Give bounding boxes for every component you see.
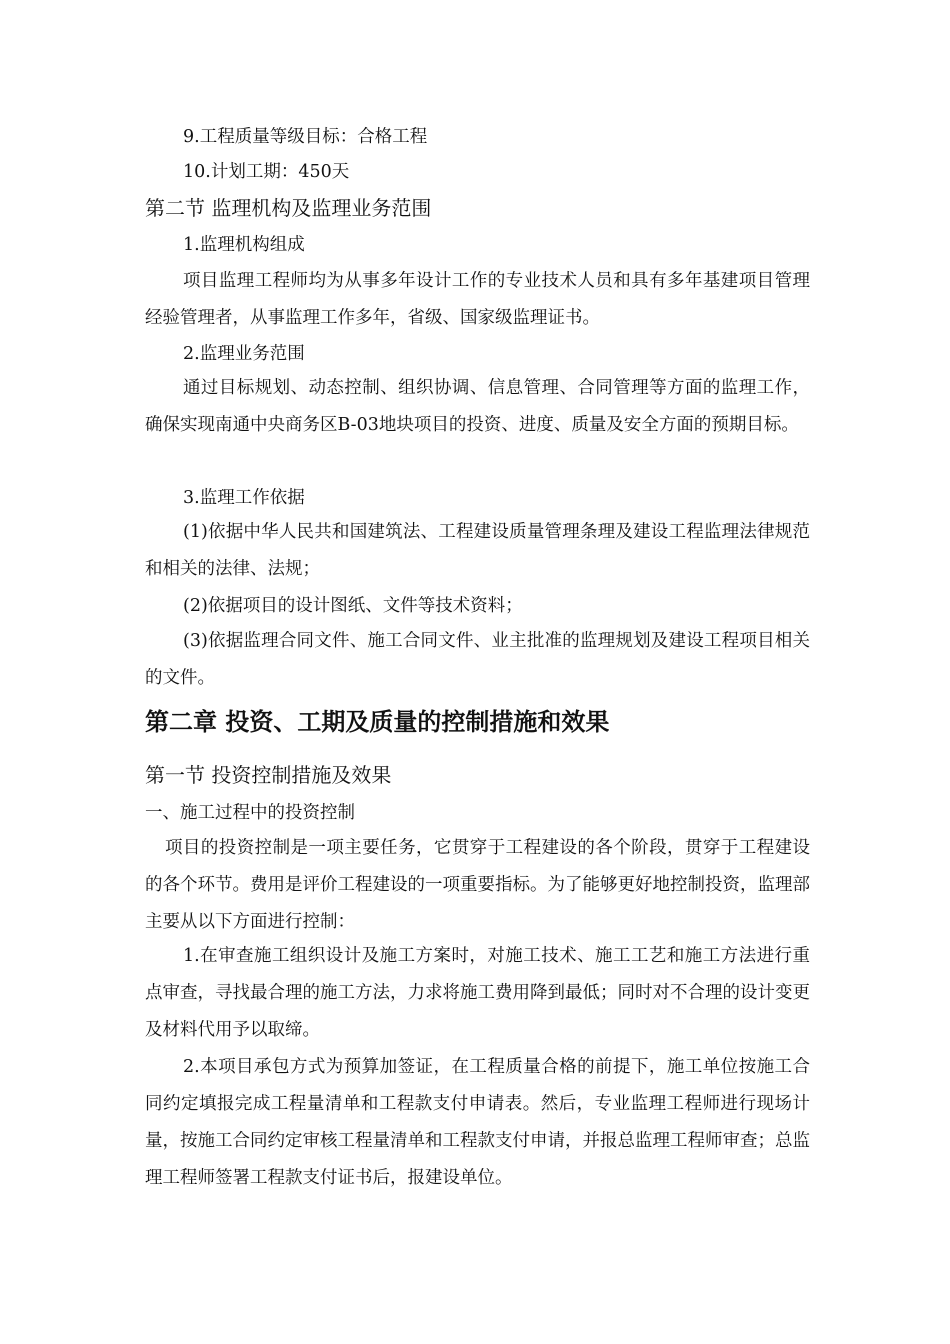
subsection-title: 2.监理业务范围 bbox=[183, 344, 305, 364]
list-item: 2.本项目承包方式为预算加签证，在工程质量合格的前提下，施工单位按施工合同约定填报完成工程量清单和工程款支付申请表。然后，专业监理工程师进行现场计量，按施工合同约定审核工程量清单和工程款支付申请，并报总监理工程师审查；总监理工程师签署工程款支付证书后，报建设单位。 bbox=[145, 1057, 810, 1188]
list-item: (2)依据项目的设计图纸、文件等技术资料； bbox=[183, 596, 523, 616]
subsection-title: 3.监理工作依据 bbox=[183, 488, 305, 508]
list-item: (3)依据监理合同文件、施工合同文件、业主批准的监理规划及建设工程项目相关的文件。 bbox=[145, 631, 810, 688]
paragraph: 通过目标规划、动态控制、组织协调、信息管理、合同管理等方面的监理工作，确保实现南通中央商务区B-03地块项目的投资、进度、质量及安全方面的预期目标。 bbox=[145, 378, 810, 435]
subsection-title: 1.监理机构组成 bbox=[183, 235, 305, 255]
list-item: 1.在审查施工组织设计及施工方案时，对施工技术、施工工艺和施工方法进行重点审查，寻找最合理的施工方法，力求将施工费用降到最低；同时对不合理的设计变更及材料代用予以取缔。 bbox=[145, 946, 810, 1040]
chapter-title: 第二章 投资、工期及质量的控制措施和效果 bbox=[145, 708, 610, 736]
list-item: (1)依据中华人民共和国建筑法、工程建设质量管理条理及建设工程监理法律规范和相关的法律、法规； bbox=[145, 522, 810, 579]
section-title: 第一节 投资控制措施及效果 bbox=[145, 763, 392, 787]
part-title: 一、施工过程中的投资控制 bbox=[145, 803, 355, 823]
quality-target-item: 9.工程质量等级目标：合格工程 bbox=[183, 127, 428, 147]
schedule-item: 10.计划工期：450天 bbox=[183, 162, 350, 182]
paragraph: 项目监理工程师均为从事多年设计工作的专业技术人员和具有多年基建项目管理经验管理者，从事监理工作多年，省级、国家级监理证书。 bbox=[145, 271, 810, 328]
section-title: 第二节 监理机构及监理业务范围 bbox=[145, 196, 432, 220]
paragraph: 项目的投资控制是一项主要任务，它贯穿于工程建设的各个阶段，贯穿于工程建设的各个环节。费用是评价工程建设的一项重要指标。为了能够更好地控制投资，监理部主要从以下方面进行控制： bbox=[145, 838, 810, 932]
